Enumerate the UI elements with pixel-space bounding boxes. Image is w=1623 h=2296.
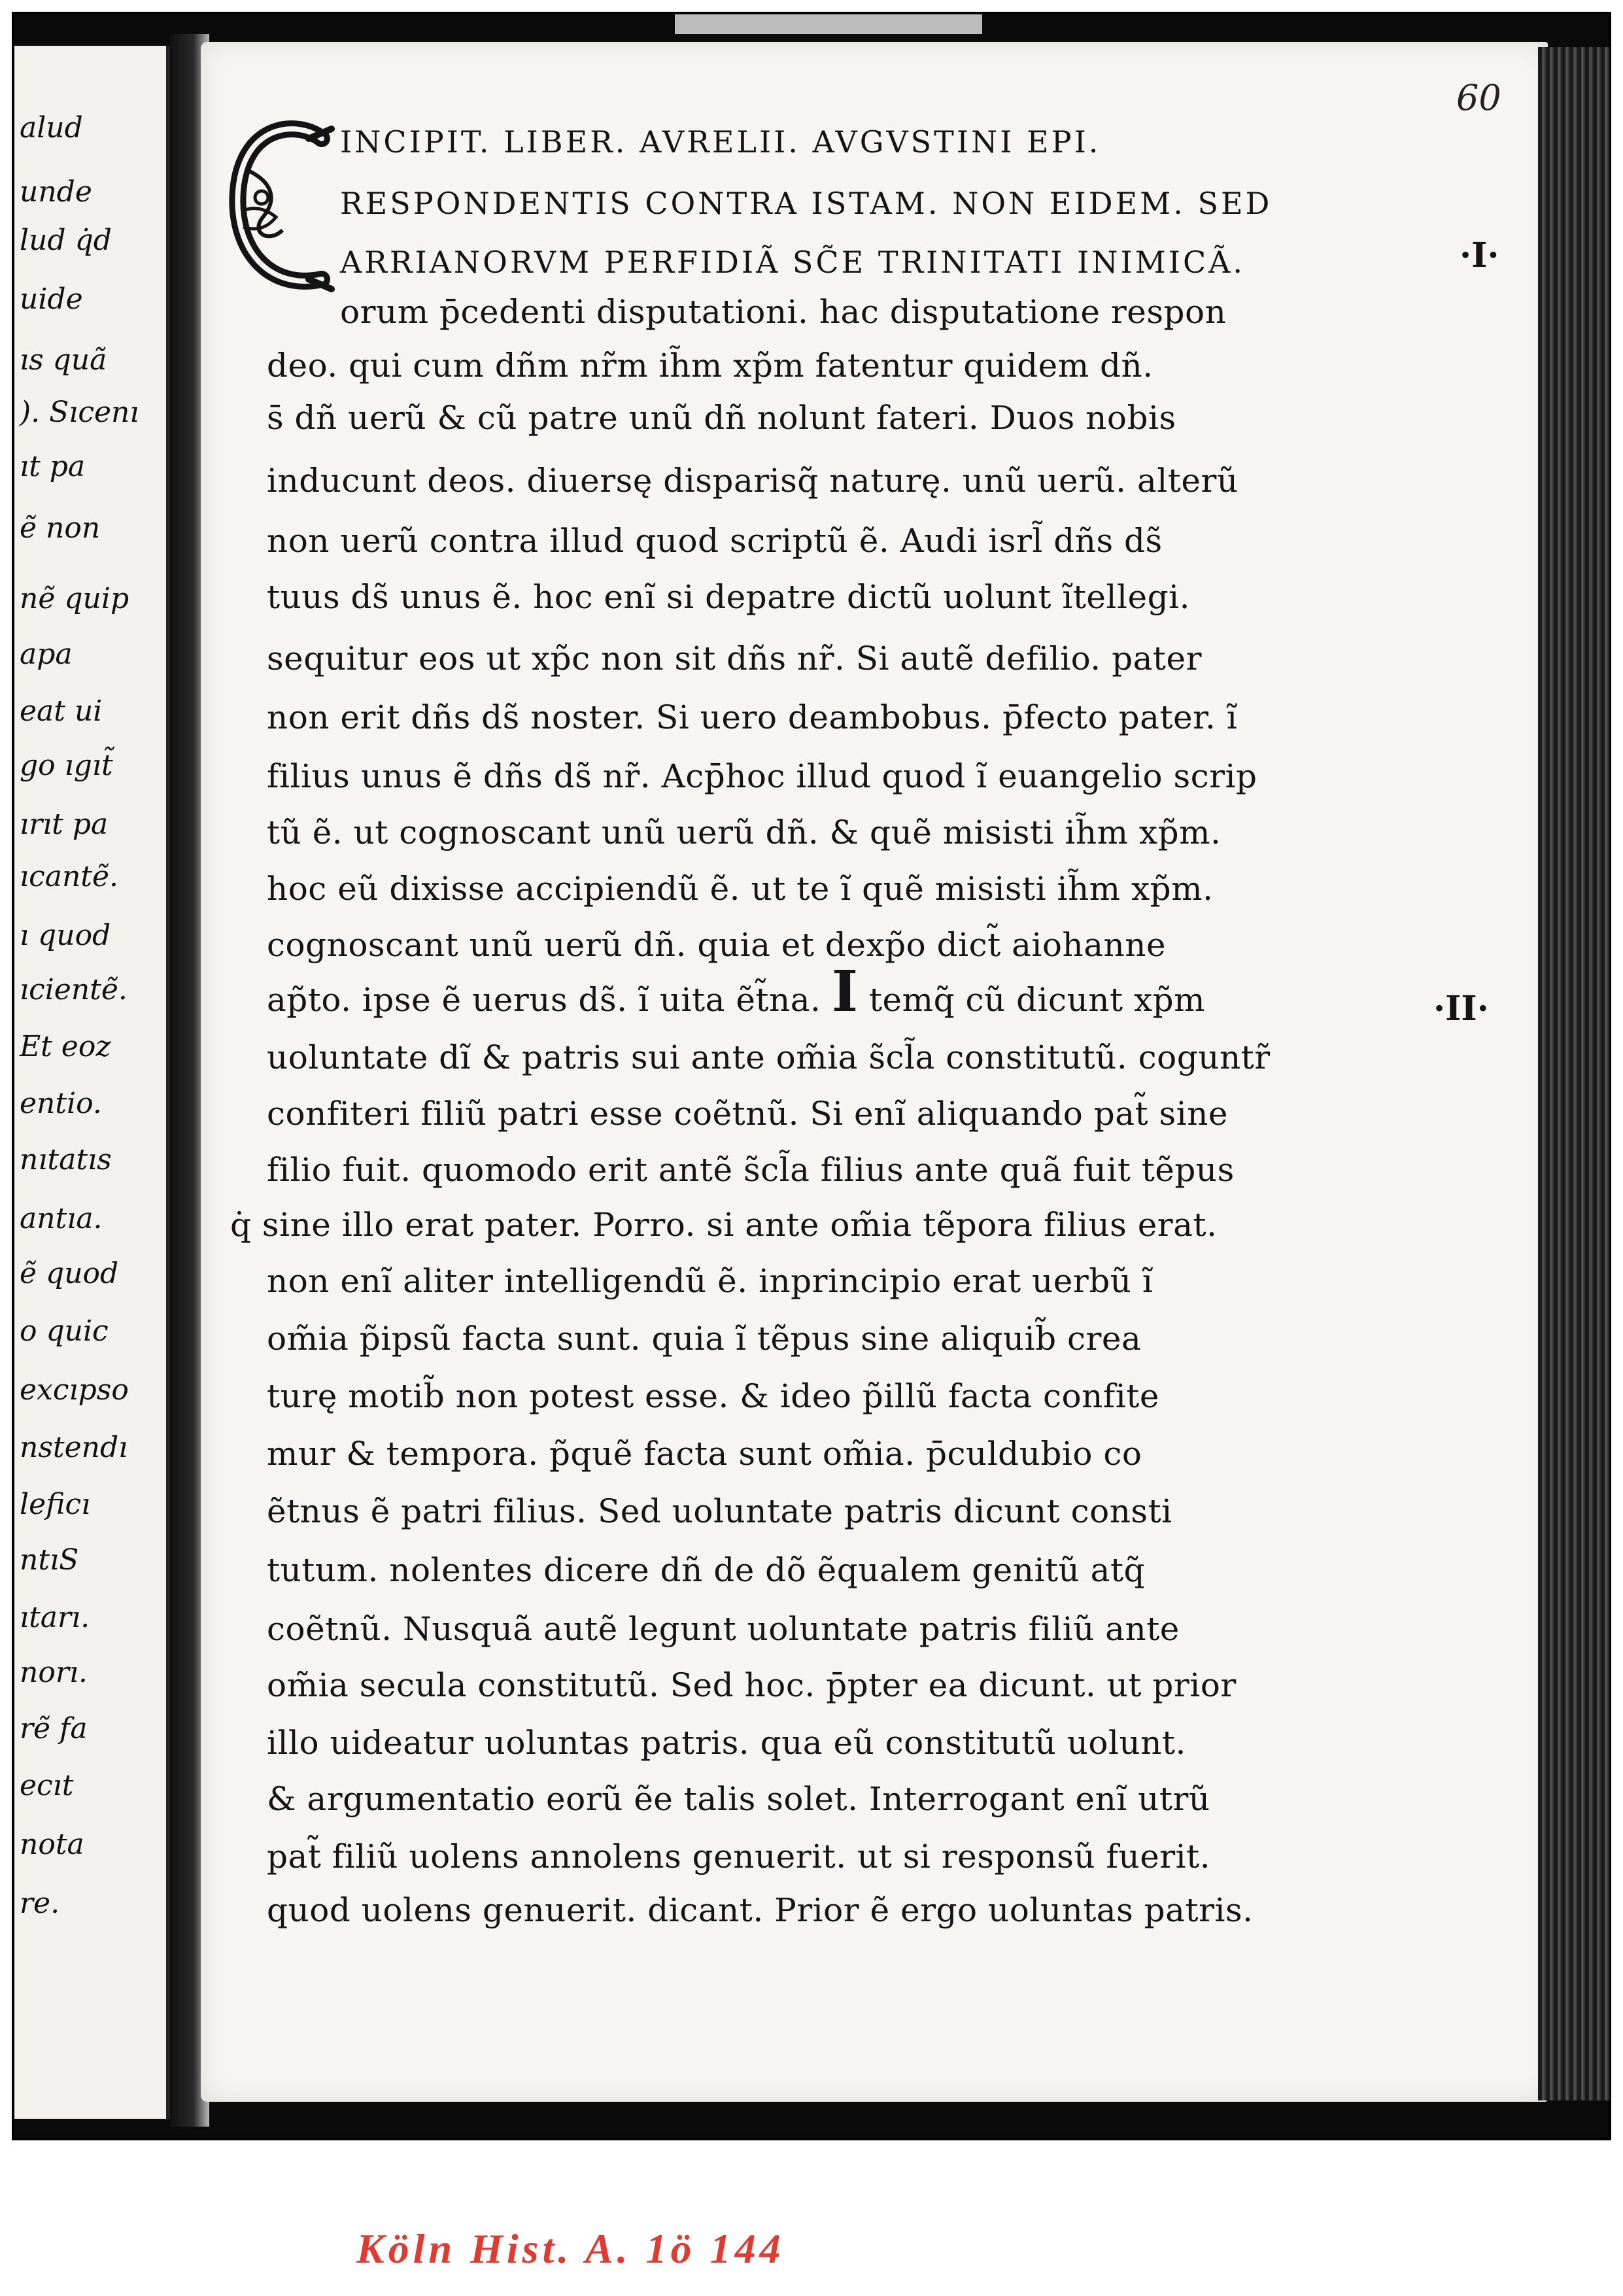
left-fragment: ntıS [20, 1543, 79, 1577]
left-fragment: excıpso [20, 1373, 129, 1407]
left-fragment: leficı [20, 1488, 91, 1521]
left-fragment: ıcientẽ. [20, 973, 128, 1006]
left-fragment: ẽ non [20, 511, 101, 545]
body-line: uoluntate dĩ & patris sui ante om̃ia s̃cl̃a constitutũ. coguntr̃ [267, 1038, 1271, 1076]
body-line: coẽtnũ. Nusquã autẽ legunt uoluntate patris filiũ ante [267, 1610, 1180, 1648]
left-fragment: ıcantẽ. [20, 860, 118, 893]
body-line [230, 1206, 1218, 1244]
chapter-initial-i: I [831, 959, 859, 1025]
body-line: tũ ẽ. ut cognoscant unũ uerũ dñ. & quẽ misisti ih̃m xp̃m. [267, 814, 1222, 851]
body-line: hoc eũ dixisse accipiendũ ẽ. ut te ĩ quẽ misisti ih̃m xp̃m. [267, 870, 1214, 908]
body-line: filius unus ẽ dñs ds̃ nr̃. Acp̄hoc illud quod ĩ euangelio scrip [267, 757, 1257, 795]
left-fragment: nıtatıs [20, 1143, 112, 1176]
left-fragment: lud q̇d [20, 224, 112, 257]
left-fragment: ). Sıcenı [20, 396, 139, 429]
left-fragment: norı. [20, 1656, 88, 1689]
left-fragment: rẽ fa [20, 1712, 88, 1745]
line-prefix-mark: q̇ [230, 1206, 252, 1244]
left-fragment: re. [20, 1887, 60, 1920]
body-line: cognoscant unũ uerũ dñ. quia et dexp̃o dict̃ aiohanne [267, 926, 1167, 964]
body-line: sequitur eos ut xp̃c non sit dñs nr̃. Si autẽ defilio. pater [267, 640, 1202, 677]
body-line: illo uideatur uoluntas patris. qua eũ constitutũ uolunt. [267, 1724, 1186, 1762]
left-fragment: ıtarı. [20, 1601, 90, 1634]
body-line: confiteri filiũ patri esse coẽtnũ. Si enĩ aliquando pat̃ sine [267, 1095, 1228, 1133]
body-line [267, 959, 1206, 1025]
body-line: mur & tempora. p̃quẽ facta sunt om̃ia. p̄culdubio co [267, 1435, 1142, 1473]
body-line: orum p̄cedenti disputationi. hac disputatione respon [340, 293, 1227, 331]
body-line: deo. qui cum dñm nr̃m ih̃m xp̃m fatentur quidem dñ. [267, 347, 1153, 385]
margin-mark: ·II· [1433, 989, 1489, 1029]
left-fragment: ıs quã [20, 343, 107, 377]
left-fragment: eat ui [20, 694, 103, 728]
archive-stamp: Köln Hist. A. 1ö 144 [356, 2225, 785, 2272]
body-line: om̃ia secula constitutũ. Sed hoc. p̄pter ea dicunt. ut prior [267, 1666, 1237, 1704]
left-fragment: ıt pa [20, 450, 86, 483]
decorated-initial-c-icon [224, 119, 341, 296]
folio-number: 60 [1456, 77, 1501, 118]
left-fragment: antıa. [20, 1202, 103, 1235]
left-fragment: o quic [20, 1314, 109, 1348]
page-edges [1538, 47, 1610, 2100]
left-fragment: Et eoz [20, 1030, 111, 1063]
body-line: filio fuit. quomodo erit antẽ s̃cl̃a filius ante quã fuit tẽpus [267, 1151, 1235, 1189]
body-line: om̃ia p̃ipsũ facta sunt. quia ĩ tẽpus sine aliquib̃ crea [267, 1320, 1142, 1358]
left-fragment: ẽ quod [20, 1257, 119, 1290]
body-line: inducunt deos. diuersę disparisq̃ naturę. unũ uerũ. alterũ [267, 462, 1239, 500]
left-fragment: go ıgıt̃ [20, 749, 113, 782]
left-fragment: entio. [20, 1087, 102, 1120]
body-line: turę motib̃ non potest esse. & ideo p̃illũ facta confite [267, 1377, 1159, 1415]
heading-line: ARRIANORVM PERFIDIÃ SC̃E TRINITATI INIMICÃ. [340, 245, 1245, 280]
heading-line: INCIPIT. LIBER. AVRELII. AVGVSTINI EPI. [340, 124, 1101, 160]
left-fragment: apa [20, 638, 73, 671]
heading-line: RESPONDENTIS CONTRA ISTAM. NON EIDEM. SED [340, 186, 1273, 221]
body-line: tuus ds̃ unus ẽ. hoc enĩ si depatre dictũ uolunt ĩtellegi. [267, 578, 1190, 616]
left-fragment: uide [20, 283, 83, 316]
left-fragment: unde [20, 175, 92, 209]
left-fragment: nẽ quip [20, 582, 129, 615]
body-line-text: temq̃ cũ dicunt xp̃m [868, 981, 1206, 1019]
body-line: tutum. nolentes dicere dñ de dõ ẽqualem genitũ atq̃ [267, 1551, 1146, 1589]
left-fragment: ı quod [20, 919, 111, 952]
top-paper-stub [675, 14, 982, 34]
body-line: s̄ dñ uerũ & cũ patre unũ dñ nolunt fateri. Duos nobis [267, 399, 1176, 437]
left-fragment: nota [20, 1828, 84, 1861]
body-line: non enĩ aliter intelligendũ ẽ. inprincipio erat uerbũ ĩ [267, 1262, 1153, 1300]
margin-mark: ·I· [1460, 235, 1499, 275]
left-fragment: ırıt pa [20, 808, 109, 841]
body-line: non uerũ contra illud quod scriptũ ẽ. Audi isrl̃ dñs ds̃ [267, 522, 1163, 560]
body-line: non erit dñs ds̃ noster. Si uero deambobus. p̄fecto pater. ĩ [267, 698, 1238, 736]
left-fragment: nstendı [20, 1431, 128, 1464]
body-line: quod uolens genuerit. dicant. Prior ẽ ergo uoluntas patris. [267, 1891, 1254, 1929]
left-fragment: alud [20, 111, 83, 145]
body-line: pat̃ filiũ uolens annolens genuerit. ut si responsũ fuerit. [267, 1838, 1211, 1876]
body-line-text: sine illo erat pater. Porro. si ante om̃ia tẽpora filius erat. [262, 1206, 1218, 1244]
body-line: ẽtnus ẽ patri filius. Sed uoluntate patris dicunt consti [267, 1492, 1172, 1530]
body-line-text: ap̃to. ipse ẽ uerus ds̃. ĩ uita ẽt̃na. [267, 981, 821, 1019]
left-fragment: ecıt [20, 1769, 74, 1802]
left-facing-page [14, 46, 170, 2119]
photo-frame [12, 12, 1611, 2140]
body-line: & argumentatio eorũ ẽe talis solet. Interrogant enĩ utrũ [267, 1780, 1210, 1818]
